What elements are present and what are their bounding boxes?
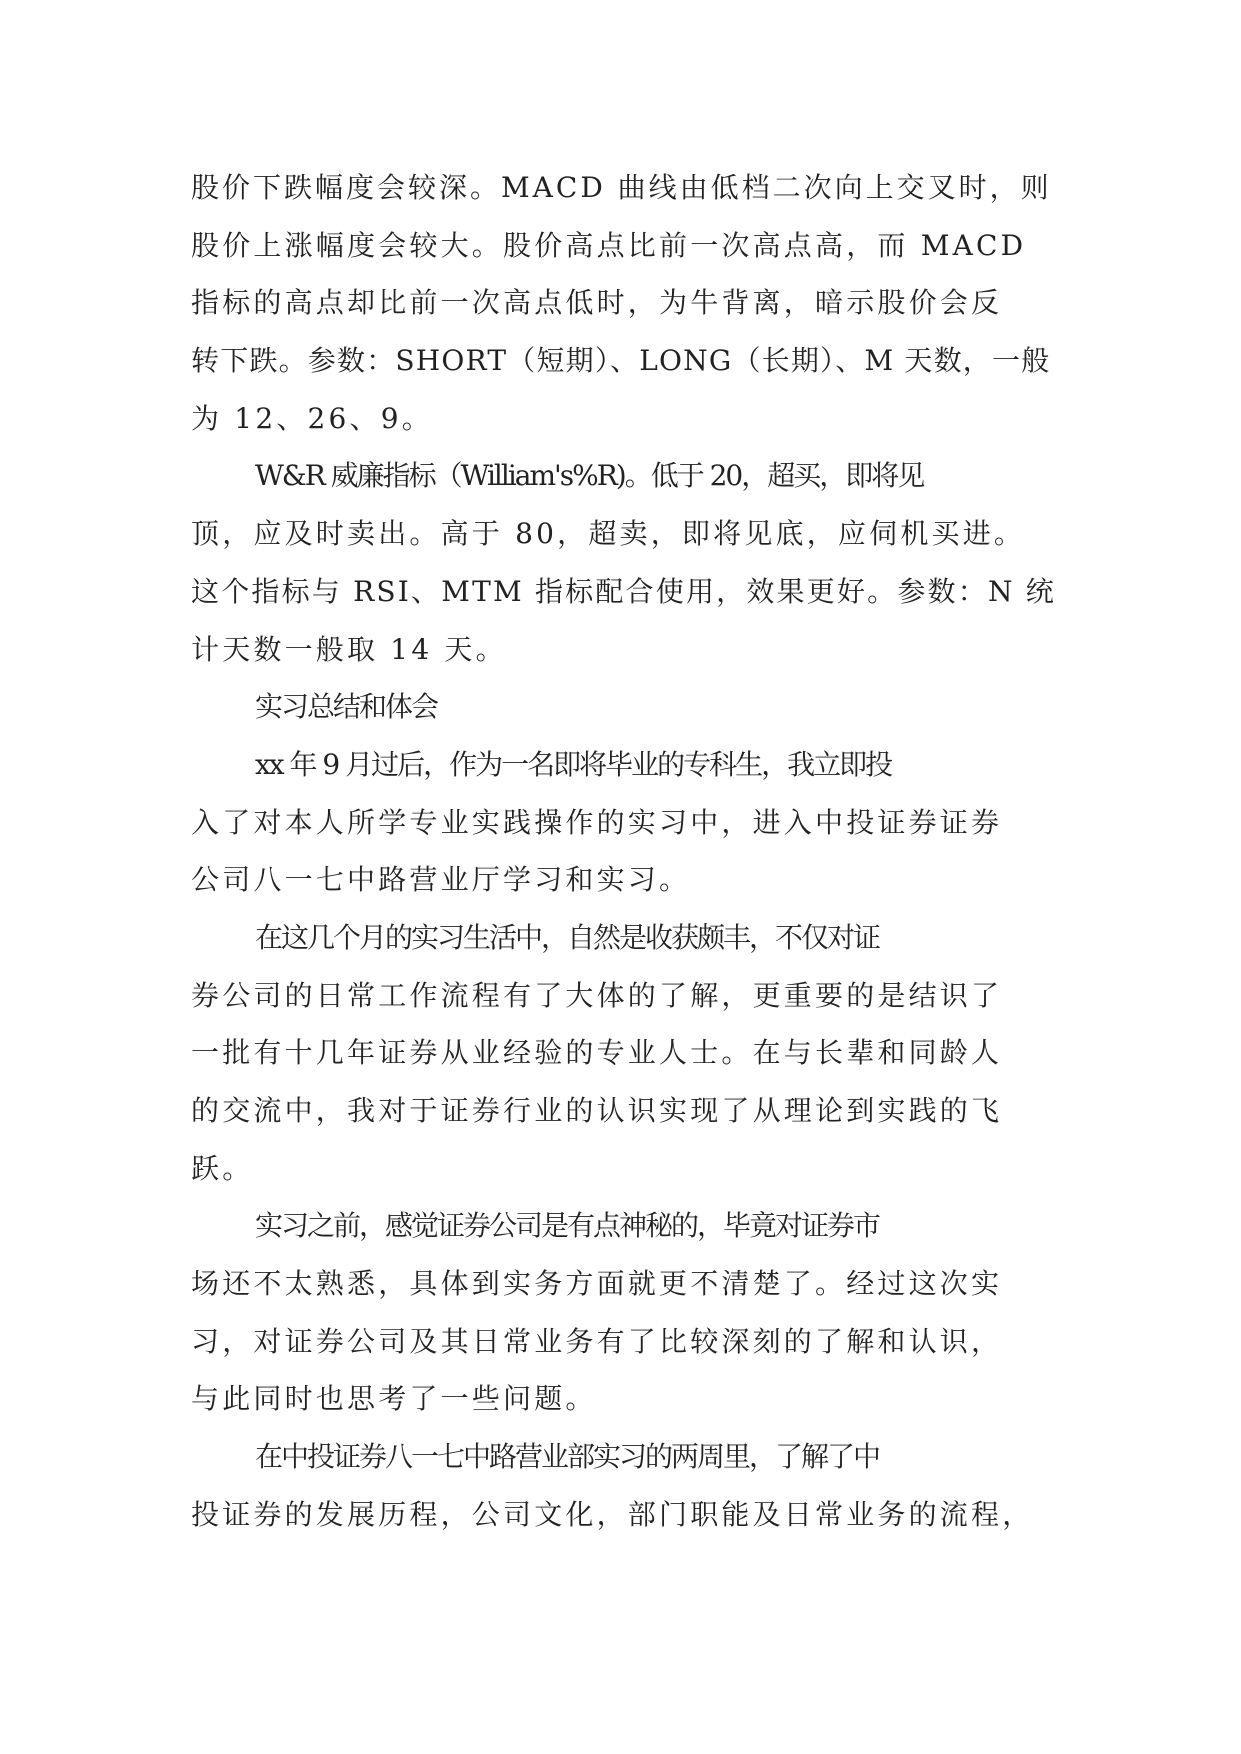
text-line: 计天数一般取 14 天。 xyxy=(191,632,507,666)
text-line: 一批有十几年证券从业经验的专业人士。在与长辈和同龄人 xyxy=(191,1036,1003,1070)
text-line: 跃。 xyxy=(191,1151,254,1185)
text-line: xx 年 9 月过后，作为一名即将毕业的专科生，我立即投 xyxy=(255,747,892,781)
text-line: 在这几个月的实习生活中，自然是收获颇丰，不仅对证 xyxy=(255,920,880,954)
text-line: 入了对本人所学专业实践操作的实习中，进入中投证券证券 xyxy=(191,805,1003,839)
text-line: 在中投证券八一七中路营业部实习的两周里，了解了中 xyxy=(255,1440,880,1474)
text-line: W&R 威廉指标（William's%R)。低于 20，超买，即将见 xyxy=(255,459,924,493)
text-line: 习，对证券公司及其日常业务有了比较深刻的了解和认识， xyxy=(191,1324,1003,1358)
text-line: 实习之前，感觉证券公司是有点神秘的，毕竟对证券市 xyxy=(255,1209,880,1243)
text-line: 投证券的发展历程，公司文化，部门职能及日常业务的流程， xyxy=(191,1497,1034,1531)
text-line: 场还不太熟悉，具体到实务方面就更不清楚了。经过这次实 xyxy=(191,1267,1003,1301)
text-line: 与此同时也思考了一些问题。 xyxy=(191,1382,597,1416)
text-line: 为 12、26、9。 xyxy=(191,401,433,435)
text-line: 实习总结和体会 xyxy=(255,690,438,724)
text-line: 公司八一七中路营业厅学习和实习。 xyxy=(191,863,691,897)
text-line: 转下跌。参数：SHORT（短期）、LONG（长期）、M 天数，一般 xyxy=(191,344,1051,378)
text-line: 券公司的日常工作流程有了大体的了解，更重要的是结识了 xyxy=(191,978,1003,1012)
text-line: 指标的高点却比前一次高点低时，为牛背离，暗示股价会反 xyxy=(191,286,1003,320)
text-line: 股价下跌幅度会较深。MACD 曲线由低档二次向上交叉时，则 xyxy=(191,171,1052,204)
document-body xyxy=(191,159,1056,1544)
text-line: 股价上涨幅度会较大。股价高点比前一次高点高，而 MACD xyxy=(191,228,1027,262)
text-line: 的交流中，我对于证券行业的认识实现了从理论到实践的飞 xyxy=(191,1094,1003,1127)
text-line: 这个指标与 RSI、MTM 指标配合使用，效果更好。参数：N 统 xyxy=(191,574,1056,608)
text-line: 顶，应及时卖出。高于 80，超卖，即将见底，应伺机买进。 xyxy=(191,517,1026,551)
